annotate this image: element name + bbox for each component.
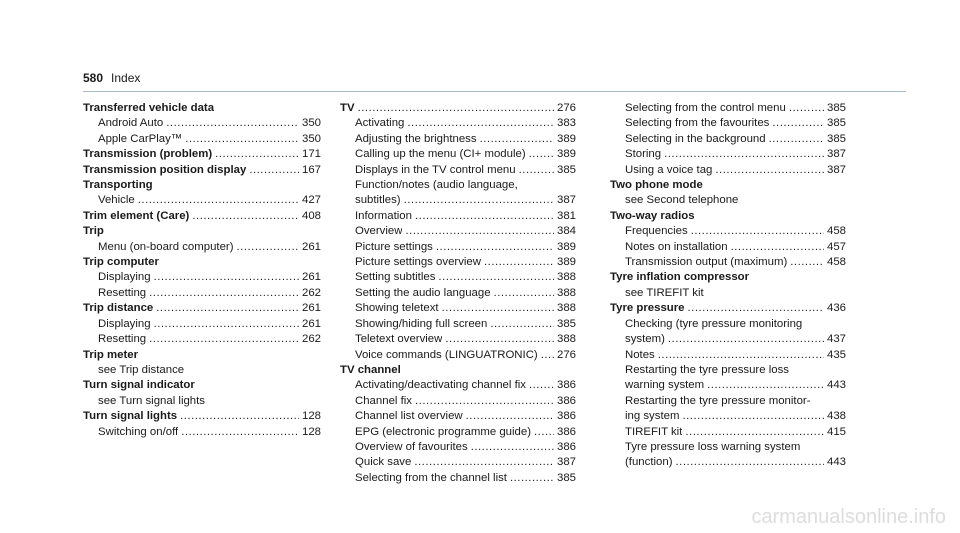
index-heading bbox=[340, 363, 576, 378]
index-entry bbox=[610, 101, 846, 116]
page-reference: 385 bbox=[556, 471, 576, 484]
entry-text: Trip computer bbox=[83, 256, 159, 269]
page-reference: 427 bbox=[301, 194, 321, 207]
entry-text: EPG (electronic programme guide) bbox=[355, 425, 531, 438]
entry-text: Displaying bbox=[98, 271, 151, 284]
entry-text: Displaying bbox=[98, 317, 151, 330]
entry-text: Resetting bbox=[98, 333, 147, 346]
dot-leader bbox=[404, 193, 554, 208]
entry-text: see Second telephone bbox=[625, 194, 739, 207]
index-entry bbox=[610, 193, 846, 208]
page-reference: 385 bbox=[556, 317, 576, 330]
dot-leader bbox=[185, 132, 299, 147]
entry-text: Switching on/off bbox=[98, 425, 179, 438]
page-reference: 389 bbox=[556, 240, 576, 253]
index-entry bbox=[340, 409, 576, 424]
index-column-1 bbox=[83, 101, 321, 440]
index-entry bbox=[610, 116, 846, 131]
index-column-3 bbox=[610, 101, 846, 471]
page-reference: 438 bbox=[826, 410, 846, 423]
dot-leader bbox=[691, 224, 824, 239]
index-heading bbox=[83, 147, 321, 162]
dot-leader bbox=[731, 240, 824, 255]
dot-leader bbox=[192, 209, 299, 224]
entry-text: Transmission output (maximum) bbox=[625, 256, 788, 269]
dot-leader bbox=[414, 455, 554, 470]
page-reference: 261 bbox=[301, 317, 321, 330]
entry-text: see Trip distance bbox=[98, 363, 185, 376]
dot-leader bbox=[688, 301, 824, 316]
page-reference: 388 bbox=[556, 286, 576, 299]
page-reference: 388 bbox=[556, 302, 576, 315]
index-entry bbox=[610, 378, 846, 393]
index-entry bbox=[83, 193, 321, 208]
entry-text: Overview of favourites bbox=[355, 440, 468, 453]
page-reference: 436 bbox=[826, 302, 846, 315]
index-entry bbox=[340, 332, 576, 347]
index-entry bbox=[340, 286, 576, 301]
entry-text: Storing bbox=[625, 148, 662, 161]
entry-text: Turn signal lights bbox=[83, 410, 178, 423]
page-reference: 435 bbox=[826, 348, 846, 361]
dot-leader bbox=[490, 317, 554, 332]
dot-leader bbox=[249, 163, 299, 178]
entry-text: Activating/deactivating channel fix bbox=[355, 379, 526, 392]
index-heading bbox=[610, 270, 846, 285]
dot-leader bbox=[769, 132, 824, 147]
dot-leader bbox=[154, 317, 299, 332]
entry-text: warning system bbox=[625, 379, 705, 392]
index-entry bbox=[340, 255, 576, 270]
page-reference: 388 bbox=[556, 333, 576, 346]
page-reference: 389 bbox=[556, 132, 576, 145]
entry-text: Frequencies bbox=[625, 225, 688, 238]
watermark: carmanualsonline.info bbox=[751, 506, 946, 528]
entry-text: Information bbox=[355, 209, 412, 222]
entry-text: Vehicle bbox=[98, 194, 135, 207]
entry-text: Displays in the TV control menu bbox=[355, 163, 516, 176]
dot-leader bbox=[529, 378, 554, 393]
index-entry bbox=[610, 147, 846, 162]
entry-text: Using a voice tag bbox=[625, 163, 713, 176]
page-reference: 443 bbox=[826, 379, 846, 392]
index-entry bbox=[340, 425, 576, 440]
entry-text: Setting subtitles bbox=[355, 271, 436, 284]
page-reference: 389 bbox=[556, 256, 576, 269]
entry-text: Restarting the tyre pressure monitor- bbox=[625, 394, 811, 407]
entry-text: Transmission position display bbox=[83, 163, 247, 176]
entry-text: Showing/hiding full screen bbox=[355, 317, 488, 330]
index-heading bbox=[83, 378, 321, 393]
entry-text: Menu (on-board computer) bbox=[98, 240, 234, 253]
index-entry bbox=[610, 240, 846, 255]
index-entry bbox=[83, 116, 321, 131]
dot-leader bbox=[436, 240, 554, 255]
entry-text: Transporting bbox=[83, 179, 153, 192]
index-heading bbox=[83, 255, 321, 270]
dot-leader bbox=[181, 425, 299, 440]
entry-text: Calling up the menu (CI+ module) bbox=[355, 148, 526, 161]
entry-text: (function) bbox=[625, 456, 673, 469]
dot-leader bbox=[358, 101, 554, 116]
index-entry bbox=[340, 471, 576, 486]
index-entry bbox=[340, 116, 576, 131]
index-heading bbox=[83, 301, 321, 316]
entry-text: Turn signal indicator bbox=[83, 379, 195, 392]
entry-text: Selecting in the background bbox=[625, 132, 766, 145]
index-entry bbox=[340, 317, 576, 332]
page-reference: 386 bbox=[556, 440, 576, 453]
index-heading bbox=[610, 209, 846, 224]
dot-leader bbox=[237, 240, 299, 255]
entry-text: Tyre inflation compressor bbox=[610, 271, 750, 284]
entry-text: ing system bbox=[625, 410, 680, 423]
entry-text: Transmission (problem) bbox=[83, 148, 213, 161]
dot-leader bbox=[685, 425, 824, 440]
page-reference: 262 bbox=[301, 333, 321, 346]
dot-leader bbox=[772, 116, 824, 131]
page-reference: 385 bbox=[826, 117, 846, 130]
index-entry bbox=[340, 178, 576, 193]
page-header bbox=[83, 71, 140, 85]
index-entry bbox=[83, 286, 321, 301]
index-entry bbox=[83, 363, 321, 378]
index-heading bbox=[610, 301, 846, 316]
index-entry bbox=[340, 132, 576, 147]
page-reference: 437 bbox=[826, 333, 846, 346]
index-entry bbox=[340, 378, 576, 393]
dot-leader bbox=[466, 409, 554, 424]
page-reference: 386 bbox=[556, 410, 576, 423]
entry-text: Voice commands (LINGUATRONIC) bbox=[355, 348, 538, 361]
entry-text: Selecting from the favourites bbox=[625, 117, 770, 130]
entry-text: Trip distance bbox=[83, 302, 154, 315]
page-reference: 276 bbox=[556, 102, 576, 114]
dot-leader bbox=[519, 163, 554, 178]
page-reference: 261 bbox=[301, 240, 321, 253]
page-reference: 386 bbox=[556, 379, 576, 392]
page-reference: 383 bbox=[556, 117, 576, 130]
page-reference: 167 bbox=[301, 163, 321, 176]
index-entry bbox=[340, 193, 576, 208]
page-reference: 387 bbox=[826, 148, 846, 161]
index-entry bbox=[83, 425, 321, 440]
dot-leader bbox=[149, 332, 299, 347]
page-reference: 386 bbox=[556, 394, 576, 407]
index-entry bbox=[610, 394, 846, 409]
index-entry bbox=[340, 240, 576, 255]
index-heading bbox=[83, 348, 321, 363]
page-reference: 458 bbox=[826, 225, 846, 238]
index-entry bbox=[610, 163, 846, 178]
index-heading bbox=[83, 224, 321, 239]
index-heading bbox=[83, 409, 321, 424]
page-reference: 262 bbox=[301, 286, 321, 299]
index-entry bbox=[340, 455, 576, 470]
index-entry bbox=[83, 132, 321, 147]
header-divider bbox=[83, 91, 906, 92]
index-entry bbox=[83, 394, 321, 409]
dot-leader bbox=[668, 332, 824, 347]
index-entry bbox=[610, 132, 846, 147]
index-entry bbox=[340, 270, 576, 285]
index-entry bbox=[83, 240, 321, 255]
dot-leader bbox=[480, 132, 554, 147]
dot-leader bbox=[789, 101, 824, 116]
index-entry bbox=[610, 224, 846, 239]
index-entry bbox=[83, 332, 321, 347]
entry-text: Android Auto bbox=[98, 117, 164, 130]
entry-text: TV channel bbox=[340, 363, 401, 376]
page-reference: 415 bbox=[826, 425, 846, 438]
index-entry bbox=[610, 255, 846, 270]
dot-leader bbox=[154, 270, 299, 285]
page-number: 580 bbox=[83, 71, 104, 85]
entry-text: Notes bbox=[625, 348, 655, 361]
index-heading bbox=[610, 178, 846, 193]
entry-text: see Turn signal lights bbox=[98, 394, 206, 407]
entry-text: TV bbox=[340, 102, 355, 114]
dot-leader bbox=[156, 301, 299, 316]
entry-text: Notes on installation bbox=[625, 240, 728, 253]
page-reference: 276 bbox=[556, 348, 576, 361]
entry-text: Channel fix bbox=[355, 394, 412, 407]
page-reference: 350 bbox=[301, 132, 321, 145]
entry-text: Transferred vehicle data bbox=[83, 102, 215, 114]
index-entry bbox=[340, 163, 576, 178]
dot-leader bbox=[484, 255, 554, 270]
index-entry bbox=[340, 147, 576, 162]
index-entry bbox=[340, 348, 576, 363]
entry-text: Tyre pressure bbox=[610, 302, 685, 315]
index-heading bbox=[83, 101, 321, 116]
index-column-2 bbox=[340, 101, 576, 486]
index-entry bbox=[340, 224, 576, 239]
index-entry bbox=[610, 348, 846, 363]
page-reference: 385 bbox=[556, 163, 576, 176]
entry-text: Two phone mode bbox=[610, 179, 703, 192]
entry-text: Tyre pressure loss warning system bbox=[625, 440, 801, 453]
page-reference: 261 bbox=[301, 271, 321, 284]
dot-leader bbox=[682, 409, 824, 424]
dot-leader bbox=[664, 147, 824, 162]
index-entry bbox=[610, 317, 846, 332]
entry-text: Selecting from the control menu bbox=[625, 102, 786, 114]
entry-text: Teletext overview bbox=[355, 333, 443, 346]
dot-leader bbox=[180, 409, 299, 424]
index-entry bbox=[83, 317, 321, 332]
page-reference: 128 bbox=[301, 425, 321, 438]
index-entry bbox=[610, 363, 846, 378]
entry-text: Trip meter bbox=[83, 348, 139, 361]
page-reference: 384 bbox=[556, 225, 576, 238]
page-reference: 388 bbox=[556, 271, 576, 284]
index-entry bbox=[610, 455, 846, 470]
dot-leader bbox=[471, 440, 554, 455]
section-title: Index bbox=[111, 71, 141, 85]
index-entry bbox=[610, 440, 846, 455]
entry-text: Setting the audio language bbox=[355, 286, 491, 299]
dot-leader bbox=[534, 425, 554, 440]
page-reference: 128 bbox=[301, 410, 321, 423]
dot-leader bbox=[415, 394, 554, 409]
page-reference: 443 bbox=[826, 456, 846, 469]
entry-text: Quick save bbox=[355, 456, 412, 469]
index-entry bbox=[610, 286, 846, 301]
entry-text: Two-way radios bbox=[610, 209, 695, 222]
index-entry bbox=[610, 425, 846, 440]
index-entry bbox=[610, 409, 846, 424]
dot-leader bbox=[405, 224, 554, 239]
entry-text: Checking (tyre pressure monitoring bbox=[625, 317, 803, 330]
entry-text: Apple CarPlay™ bbox=[98, 132, 183, 145]
page-reference: 457 bbox=[826, 240, 846, 253]
page-reference: 389 bbox=[556, 148, 576, 161]
page-reference: 387 bbox=[556, 194, 576, 207]
dot-leader bbox=[510, 471, 554, 486]
dot-leader bbox=[149, 286, 299, 301]
dot-leader bbox=[215, 147, 299, 162]
dot-leader bbox=[407, 116, 554, 131]
dot-leader bbox=[442, 301, 554, 316]
index-entry bbox=[340, 209, 576, 224]
dot-leader bbox=[529, 147, 554, 162]
entry-text: system) bbox=[625, 333, 665, 346]
page-reference: 350 bbox=[301, 117, 321, 130]
index-heading bbox=[83, 163, 321, 178]
entry-text: Activating bbox=[355, 117, 405, 130]
entry-text: Overview bbox=[355, 225, 403, 238]
page-reference: 408 bbox=[301, 209, 321, 222]
entry-text: Channel list overview bbox=[355, 410, 463, 423]
page-reference: 261 bbox=[301, 302, 321, 315]
dot-leader bbox=[658, 348, 824, 363]
index-entry bbox=[610, 332, 846, 347]
entry-text: see TIREFIT kit bbox=[625, 286, 704, 299]
page-reference: 386 bbox=[556, 425, 576, 438]
page-reference: 381 bbox=[556, 209, 576, 222]
entry-text: Picture settings bbox=[355, 240, 433, 253]
dot-leader bbox=[415, 209, 554, 224]
index-heading bbox=[83, 178, 321, 193]
entry-text: Resetting bbox=[98, 286, 147, 299]
index-heading bbox=[340, 101, 576, 116]
page-reference: 385 bbox=[826, 132, 846, 145]
dot-leader bbox=[707, 378, 824, 393]
entry-text: Showing teletext bbox=[355, 302, 439, 315]
entry-text: Trip bbox=[83, 225, 104, 238]
dot-leader bbox=[438, 270, 554, 285]
dot-leader bbox=[790, 255, 824, 270]
dot-leader bbox=[715, 163, 824, 178]
page-reference: 385 bbox=[826, 102, 846, 114]
entry-text: Adjusting the brightness bbox=[355, 132, 477, 145]
entry-text: Trim element (Care) bbox=[83, 209, 190, 222]
index-entry bbox=[83, 270, 321, 285]
page-reference: 387 bbox=[826, 163, 846, 176]
index-entry bbox=[340, 301, 576, 316]
index-entry bbox=[340, 394, 576, 409]
dot-leader bbox=[166, 116, 299, 131]
entry-text: subtitles) bbox=[355, 194, 401, 207]
dot-leader bbox=[138, 193, 299, 208]
index-entry bbox=[340, 440, 576, 455]
entry-text: Function/notes (audio language, bbox=[355, 179, 518, 192]
dot-leader bbox=[541, 348, 554, 363]
dot-leader bbox=[675, 455, 824, 470]
entry-text: TIREFIT kit bbox=[625, 425, 683, 438]
index-heading bbox=[83, 209, 321, 224]
entry-text: Restarting the tyre pressure loss bbox=[625, 363, 789, 376]
entry-text: Picture settings overview bbox=[355, 256, 481, 269]
page-reference: 387 bbox=[556, 456, 576, 469]
page-reference: 171 bbox=[301, 148, 321, 161]
dot-leader bbox=[445, 332, 554, 347]
entry-text: Selecting from the channel list bbox=[355, 471, 507, 484]
dot-leader bbox=[494, 286, 554, 301]
page-reference: 458 bbox=[826, 256, 846, 269]
